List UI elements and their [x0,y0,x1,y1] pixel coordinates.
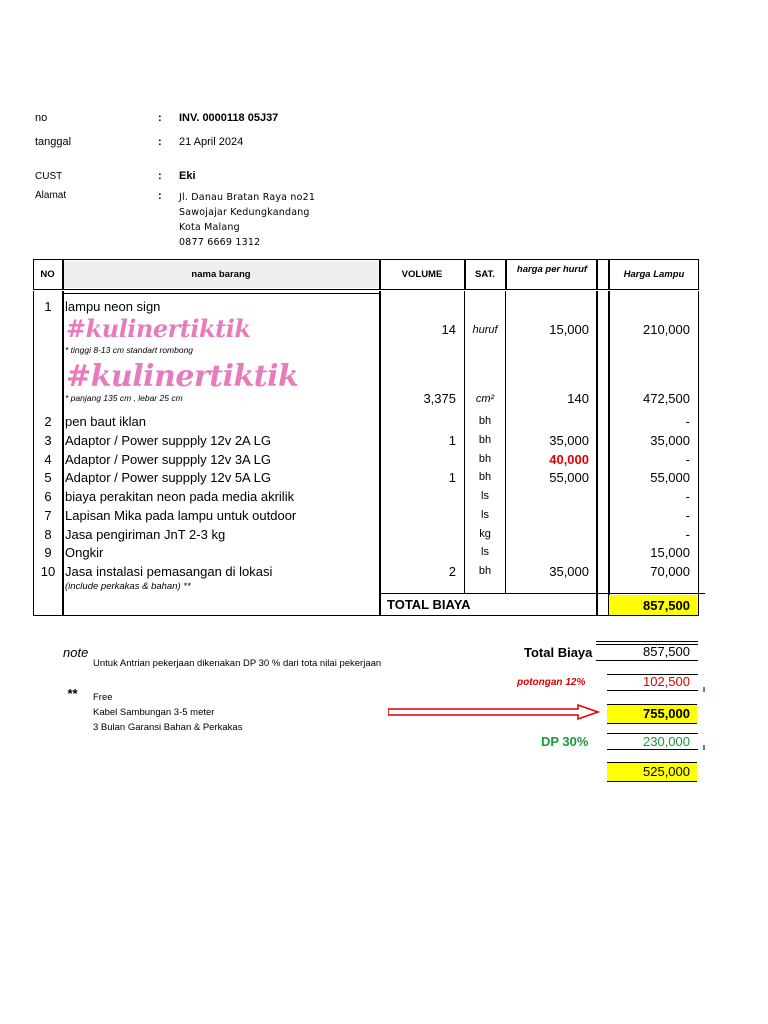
item-name: Jasa instalasi pemasangan di lokasi [65,564,273,579]
date-label: tanggal [35,136,72,148]
item-total: 15,000 [650,545,690,560]
address-line: Sawojajar Kedungkandang [179,207,310,218]
note-text: Untuk Antrian pekerjaan dikenakan DP 30 % dari tota nilai pekerjaan [93,658,382,669]
item-volume: 1 [448,470,456,485]
row-no: 2 [44,414,52,429]
col-header-unit: SAT. [475,269,495,280]
col-header-volume: VOLUME [401,269,443,280]
item-unit: cm² [475,393,495,405]
address-line: Jl. Danau Bratan Raya no21 [179,192,316,203]
item-volume: 14 [441,322,456,337]
customer-name: Eki [179,170,196,182]
row-no: 8 [44,527,52,542]
item-total: - [685,489,690,504]
item-unit: bh [478,565,492,577]
item-total: 210,000 [643,322,690,337]
item-name: Adaptor / Power suppply 12v 3A LG [65,452,271,467]
item-name: Ongkir [65,545,104,560]
item-total: 472,500 [643,391,690,406]
item-total: 35,000 [650,433,690,448]
item-unit: bh [478,453,492,465]
free-heading: Free [93,692,113,703]
col-header-no: NO [40,269,55,280]
item-unit-price: 140 [567,391,589,406]
summary-total-label: Total Biaya [524,645,593,660]
invoice-number: INV. 0000118 05J37 [179,112,279,124]
free-item: Kabel Sambungan 3-5 meter [93,707,215,718]
item-volume: 1 [448,433,456,448]
item-name: Adaptor / Power suppply 12v 5A LG [65,470,271,485]
row-no: 4 [44,452,52,467]
item-unit-price: 35,000 [549,433,589,448]
col-header-lamp-price: Harga Lampu [623,269,685,280]
item-unit: ls [481,509,489,521]
item-name: pen baut iklan [65,414,146,429]
neon-sign-text: #kulinertiktik [66,359,299,394]
invoice-no-label: no [35,112,48,124]
row-no: 9 [44,545,52,560]
item-total: - [685,508,690,523]
remaining-value: 525,000 [643,764,690,779]
cell-marker [703,745,705,750]
item-name: biaya perakitan neon pada media akrilik [65,489,295,504]
net-total-value: 755,000 [643,706,690,721]
free-item: 3 Bulan Garansi Bahan & Perkakas [93,722,243,733]
item-unit: kg [479,528,491,540]
col-header-price-per-letter: harga per huruf [516,264,588,275]
discount-value: 102,500 [643,674,690,689]
row-no: 1 [44,299,52,314]
total-value: 857,500 [643,598,690,613]
item-total: 70,000 [650,564,690,579]
colon: : [158,190,162,202]
item-unit: ls [481,546,489,558]
invoice-date: 21 April 2024 [179,136,244,148]
row-no: 3 [44,433,52,448]
item-name: Lapisan Mika pada lampu untuk outdoor [65,508,297,523]
item-total: - [685,527,690,542]
item-unit-price: 40,000 [549,452,589,467]
item-note: * panjang 135 cm , lebar 25 cm [65,393,183,403]
address-phone: 0877 6669 1312 [179,237,261,248]
row-no: 7 [44,508,52,523]
note-label: note [63,645,89,660]
item-total: 55,000 [650,470,690,485]
col-header-name: nama barang [191,269,251,280]
address-label: Alamat [35,190,67,201]
item-note: (include perkakas & bahan) ** [65,581,191,592]
cell-marker [703,687,705,692]
dp-label: DP 30% [541,734,589,749]
summary-total-value: 857,500 [643,644,690,659]
item-unit: bh [478,434,492,446]
row-no: 5 [44,470,52,485]
colon: : [158,136,162,148]
row-no: 6 [44,489,52,504]
neon-sign-text: #kulinertiktik [66,314,251,343]
item-name: Jasa pengiriman JnT 2-3 kg [65,527,226,542]
colon: : [158,112,162,124]
item-name: lampu neon sign [65,299,161,314]
note-stars: ** [67,686,78,701]
item-unit: ls [481,490,489,502]
item-total: - [685,452,690,467]
item-note: * tinggi 8-13 cm standart rombong [65,345,194,355]
item-name: Adaptor / Power suppply 12v 2A LG [65,433,271,448]
discount-label: potongan 12% [517,677,586,688]
address-line: Kota Malang [179,222,240,233]
item-total: - [685,414,690,429]
item-unit-price: 35,000 [549,564,589,579]
colon: : [158,170,162,182]
item-unit: bh [478,471,492,483]
dp-value: 230,000 [643,734,690,749]
row-no: 10 [40,564,56,579]
customer-label: CUST [35,171,63,182]
arrow-right-icon [388,704,600,720]
total-label: TOTAL BIAYA [387,597,471,612]
item-unit-price: 55,000 [549,470,589,485]
item-volume: 2 [448,564,456,579]
item-unit-price: 15,000 [549,322,589,337]
item-volume: 3,375 [423,391,456,406]
item-unit: huruf [472,324,498,336]
item-unit: bh [478,415,492,427]
